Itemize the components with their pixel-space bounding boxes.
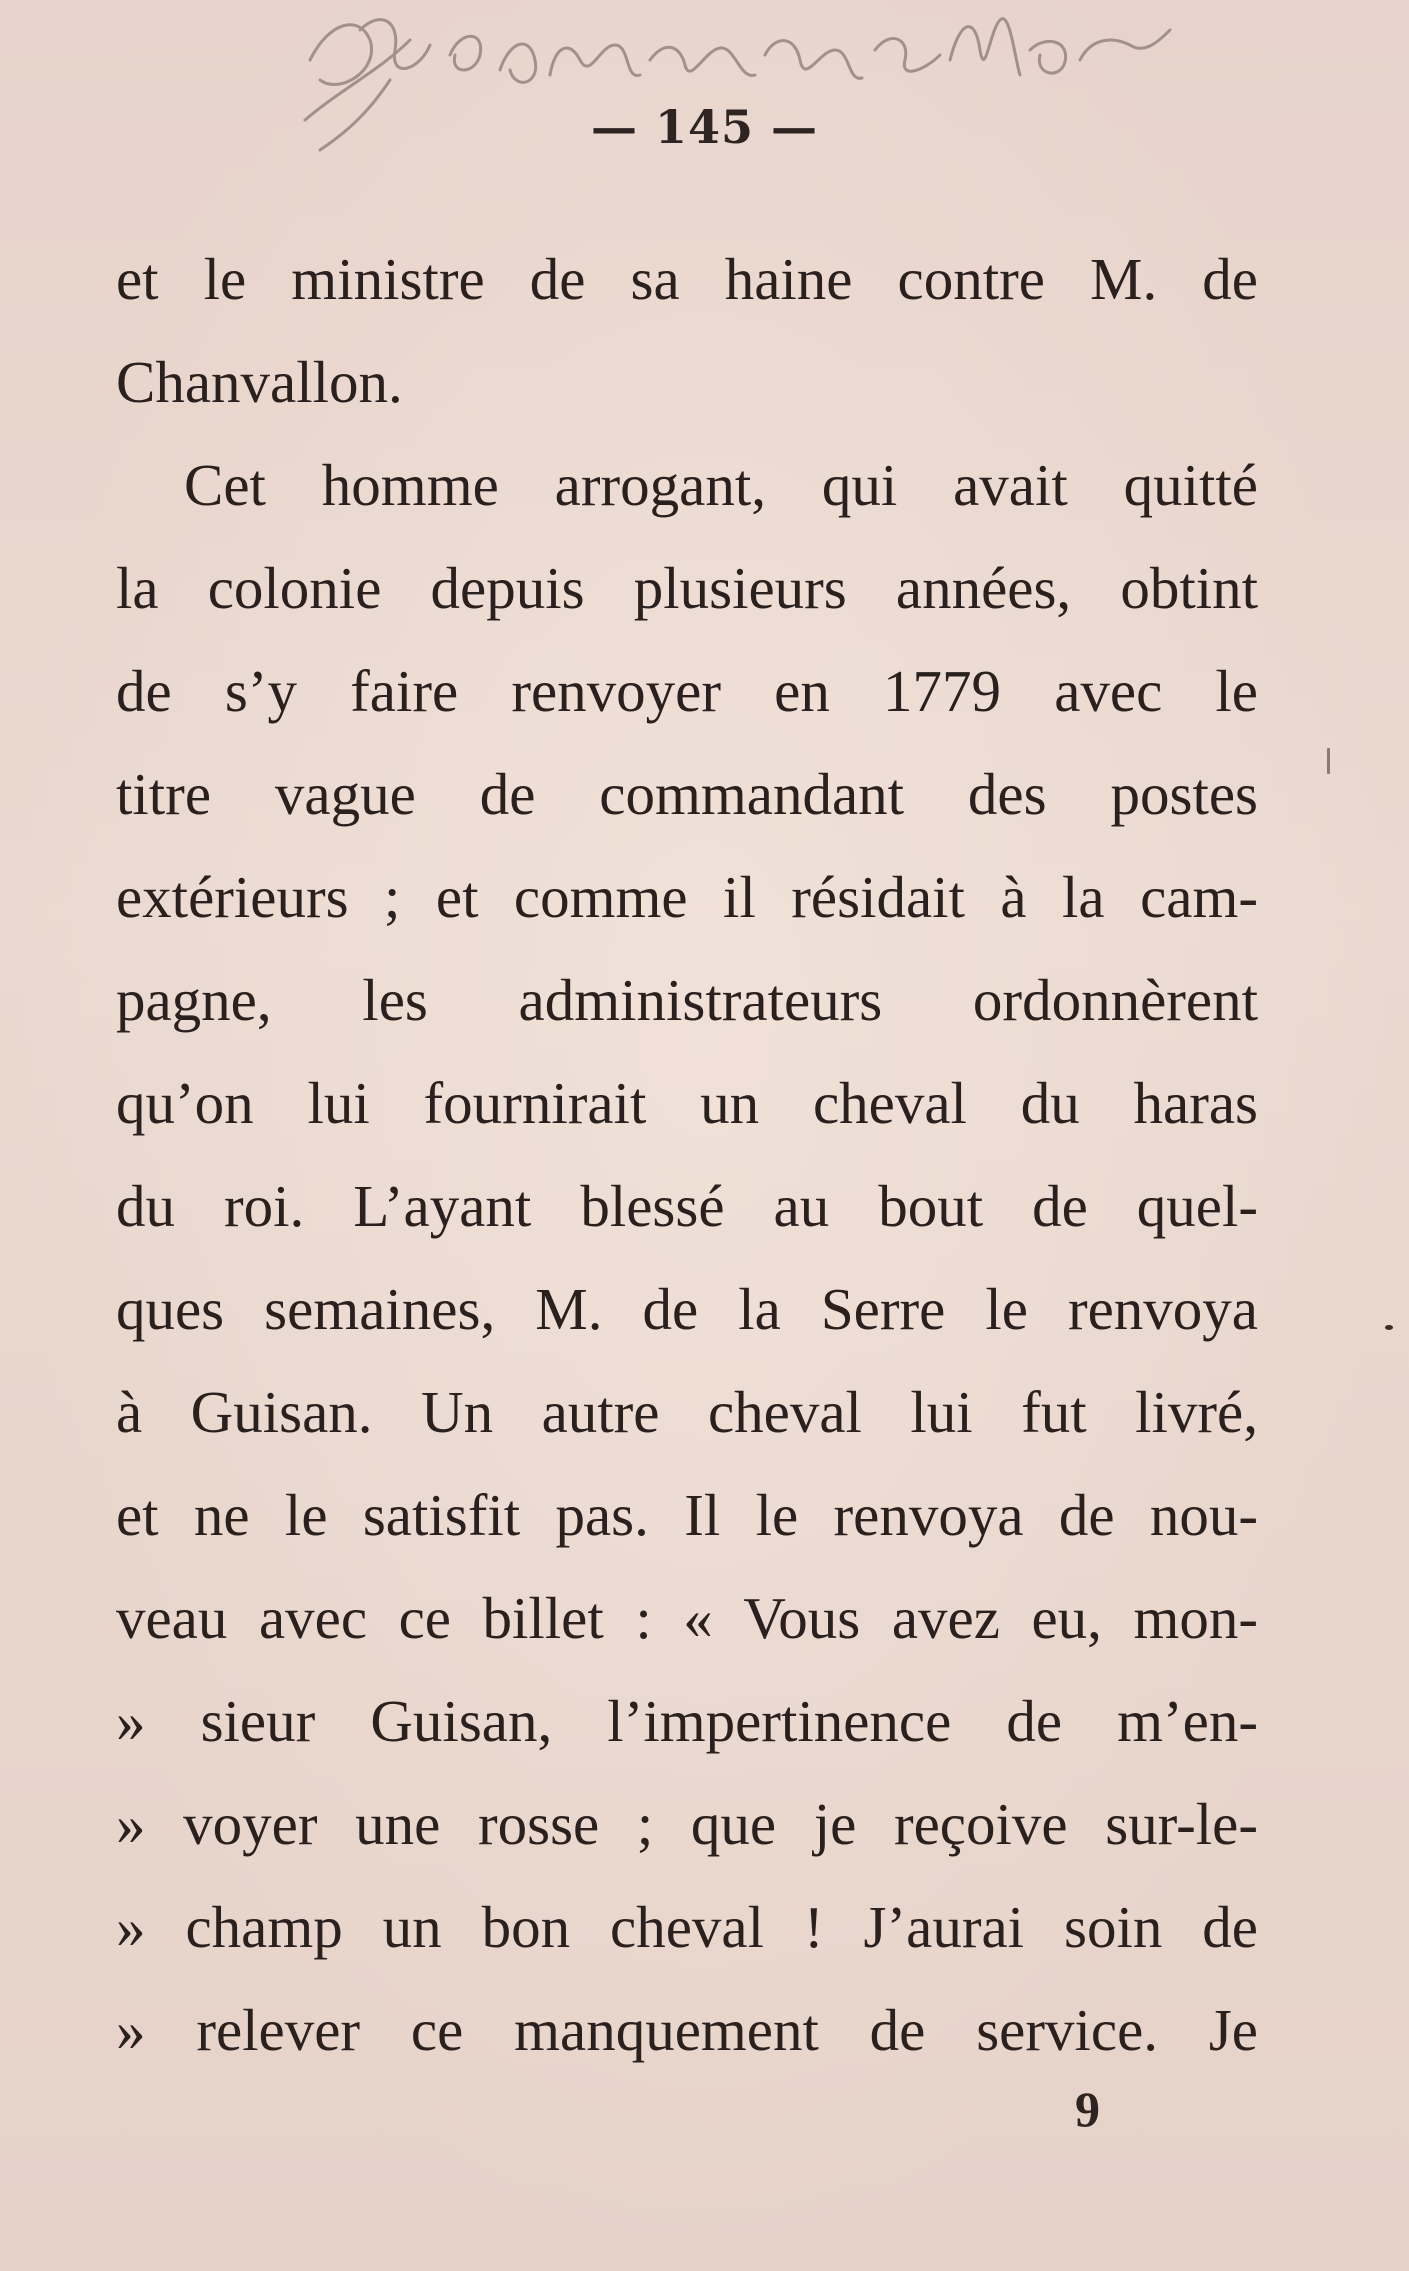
- text-line: veau avec ce billet : « Vous avez eu, mon-: [116, 1585, 1258, 1651]
- text-line: de s’y faire renvoyer en 1779 avec le: [116, 658, 1258, 724]
- text-line: Cet homme arrogant, qui avait quitté: [184, 452, 1258, 518]
- body-text: [116, 228, 1258, 2082]
- text-line: » relever ce manquement de service. Je: [116, 1997, 1258, 2063]
- text-line: » voyer une rosse ; que je reçoive sur-le-: [116, 1791, 1258, 1857]
- signature-mark: 9: [1075, 2081, 1100, 2137]
- text-line: » sieur Guisan, l’impertinence de m’en-: [116, 1688, 1258, 1754]
- handwritten-signature: [300, 0, 1180, 190]
- text-line: pagne, les administrateurs ordonnèrent: [116, 967, 1258, 1033]
- text-line: qu’on lui fournirait un cheval du haras: [116, 1070, 1258, 1136]
- ink-speck: [1385, 1325, 1393, 1330]
- text-line: et le ministre de sa haine contre M. de: [116, 246, 1258, 312]
- text-line: extérieurs ; et comme il résidait à la cam-: [116, 864, 1258, 930]
- text-line: à Guisan. Un autre cheval lui fut livré,: [116, 1379, 1258, 1445]
- text-line: ques semaines, M. de la Serre le renvoya: [116, 1276, 1258, 1342]
- text-line: la colonie depuis plusieurs années, obtint: [116, 555, 1258, 621]
- ink-speck: [1327, 748, 1330, 774]
- text-line: du roi. L’ayant blessé au bout de quel-: [116, 1173, 1258, 1239]
- text-line: titre vague de commandant des postes: [116, 761, 1258, 827]
- text-line: Chanvallon.: [116, 349, 403, 415]
- text-line: et ne le satisfit pas. Il le renvoya de nou-: [116, 1482, 1258, 1548]
- page-number: — 145 —: [590, 100, 819, 154]
- text-line: » champ un bon cheval ! J’aurai soin de: [116, 1894, 1258, 1960]
